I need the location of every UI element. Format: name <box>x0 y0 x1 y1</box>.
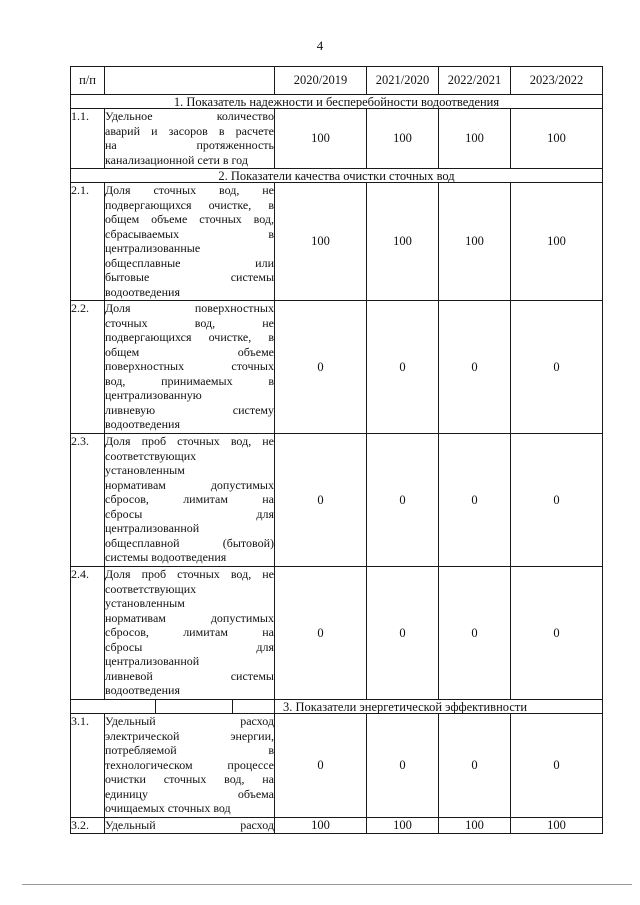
indicator-name-line: нормативам допустимых <box>105 477 274 492</box>
indicator-name-line: соответствующих <box>105 448 197 463</box>
indicator-name-line: аварий и засоров в расчете <box>105 123 274 138</box>
indicator-name-line: централизованную <box>105 388 202 402</box>
value-cell-year-3: 100 <box>439 109 511 169</box>
indicator-name-line: общем объеме сточных вод, <box>105 212 274 226</box>
indicator-name-line: технологическом процессе <box>105 757 274 772</box>
indicator-name-line: Доля проб сточных вод, не <box>105 434 274 448</box>
value-cell-year-3: 0 <box>439 714 511 818</box>
section-title: 3. Показатели энергетической эффективности <box>275 700 603 714</box>
value-cell-year-3: 0 <box>439 434 511 567</box>
table-row <box>71 567 603 700</box>
indicator-name-line: водоотведения <box>105 683 180 697</box>
value-cell-year-1: 0 <box>275 567 367 700</box>
table-row <box>71 714 603 818</box>
indicator-name-line: единицу объема <box>105 786 274 801</box>
indicator-name <box>105 109 275 169</box>
indicator-name-line: установленным <box>105 596 185 610</box>
indicators-table <box>70 66 603 834</box>
value-cell-year-1: 100 <box>275 109 367 169</box>
value-cell-year-1: 0 <box>275 714 367 818</box>
page-number: 4 <box>316 38 324 53</box>
indicator-name-line: вод, принимаемых в <box>105 373 274 388</box>
section-row <box>71 700 603 714</box>
indicator-name-line: Удельное количество <box>105 109 274 123</box>
indicator-name-line: сбросов, лимитам на <box>105 625 274 639</box>
indicator-name-line: водоотведения <box>105 284 180 299</box>
scan-edge-line <box>22 884 632 885</box>
indicator-name-line: системы водоотведения <box>105 550 227 564</box>
section-spacer-split <box>71 700 156 713</box>
section-row <box>71 95 603 109</box>
value-cell-year-2: 100 <box>367 818 439 834</box>
indicator-name <box>105 183 275 301</box>
value-cell-year-4: 0 <box>511 714 603 818</box>
indicator-name-line: общесплавные или <box>105 255 274 270</box>
value-cell-year-3: 0 <box>439 301 511 434</box>
value-cell-year-2: 0 <box>367 434 439 567</box>
row-number: 3.2. <box>71 818 105 834</box>
indicator-name-line: сточных вод, не <box>105 315 274 330</box>
indicator-name-line: подвергающихся очистке, в <box>105 330 274 344</box>
header-year-3: 2022/2021 <box>439 67 511 95</box>
indicator-name-line: общесплавной (бытовой) <box>105 535 274 550</box>
indicator-name-line: ливневой системы <box>105 668 274 683</box>
indicator-name-line: на протяженность <box>105 138 274 152</box>
header-num: п/п <box>71 67 105 95</box>
table-body <box>71 95 603 834</box>
indicator-name <box>105 301 275 434</box>
row-number: 2.2. <box>71 301 105 434</box>
indicator-name <box>105 818 275 834</box>
value-cell-year-3: 100 <box>439 183 511 301</box>
row-number: 2.1. <box>71 183 105 301</box>
indicator-name-line: соответствующих <box>105 581 197 596</box>
indicator-name-line: поверхностных сточных <box>105 359 274 373</box>
value-cell-year-1: 0 <box>275 301 367 434</box>
indicator-name-line: очищаемых сточных вод <box>105 801 231 815</box>
header-year-4: 2023/2022 <box>511 67 603 95</box>
row-number: 2.4. <box>71 567 105 700</box>
header-row <box>71 67 603 95</box>
indicator-name-line: потребляемой в <box>105 743 274 757</box>
section-title: 2. Показатели качества очистки сточных вод <box>71 169 603 183</box>
value-cell-year-3: 0 <box>439 567 511 700</box>
indicator-name <box>105 714 275 818</box>
value-cell-year-2: 100 <box>367 183 439 301</box>
value-cell-year-1: 0 <box>275 434 367 567</box>
indicator-name-line: Удельный расход <box>105 818 274 832</box>
value-cell-year-4: 0 <box>511 434 603 567</box>
indicator-name-line: ливневую систему <box>105 402 274 417</box>
indicator-name-line: Доля сточных вод, не <box>105 183 274 197</box>
indicator-name-line: нормативам допустимых <box>105 610 274 625</box>
value-cell-year-1: 100 <box>275 818 367 834</box>
row-number: 1.1. <box>71 109 105 169</box>
table-row <box>71 434 603 567</box>
indicator-name <box>105 434 275 567</box>
section-title: 1. Показатель надежности и бесперебойности водоотведения <box>71 95 603 109</box>
section-spacer-cell <box>71 700 275 714</box>
value-cell-year-2: 0 <box>367 567 439 700</box>
value-cell-year-1: 100 <box>275 183 367 301</box>
value-cell-year-2: 0 <box>367 714 439 818</box>
indicator-name-line: централизованные <box>105 241 201 255</box>
indicator-name-line: централизованной <box>105 521 200 535</box>
row-number: 2.3. <box>71 434 105 567</box>
indicator-name-line: сбросы для <box>105 639 274 654</box>
indicator-name-line: очистки сточных вод, на <box>105 772 274 786</box>
indicator-name-line: подвергающихся очистке, в <box>105 197 274 212</box>
value-cell-year-4: 100 <box>511 109 603 169</box>
table-row <box>71 109 603 169</box>
value-cell-year-4: 0 <box>511 301 603 434</box>
value-cell-year-3: 100 <box>439 818 511 834</box>
header-year-2: 2021/2020 <box>367 67 439 95</box>
section-spacer-split <box>156 700 233 713</box>
indicator-name-line: сбросы для <box>105 506 274 521</box>
table-row <box>71 818 603 834</box>
indicator-name-line: централизованной <box>105 654 200 668</box>
indicator-name-line: Удельный расход <box>105 714 274 728</box>
value-cell-year-4: 100 <box>511 183 603 301</box>
indicator-name-line: общем объеме <box>105 344 274 359</box>
indicator-name-line: сбрасываемых в <box>105 226 274 241</box>
indicator-name-line: установленным <box>105 463 185 477</box>
indicator-name-line: водоотведения <box>105 417 180 431</box>
indicator-name-line: Доля поверхностных <box>105 301 274 315</box>
header-year-1: 2020/2019 <box>275 67 367 95</box>
indicator-name-line: канализационной сети в год <box>105 152 248 167</box>
value-cell-year-2: 100 <box>367 109 439 169</box>
indicator-name-line: Доля проб сточных вод, не <box>105 567 274 581</box>
indicator-name-line: бытовые системы <box>105 270 274 284</box>
value-cell-year-4: 0 <box>511 567 603 700</box>
table-row <box>71 183 603 301</box>
table-row <box>71 301 603 434</box>
section-row <box>71 169 603 183</box>
header-name <box>105 67 275 95</box>
indicator-name-line: сбросов, лимитам на <box>105 492 274 506</box>
value-cell-year-4: 100 <box>511 818 603 834</box>
indicator-name <box>105 567 275 700</box>
row-number: 3.1. <box>71 714 105 818</box>
indicator-name-line: электрической энергии, <box>105 728 274 743</box>
value-cell-year-2: 0 <box>367 301 439 434</box>
